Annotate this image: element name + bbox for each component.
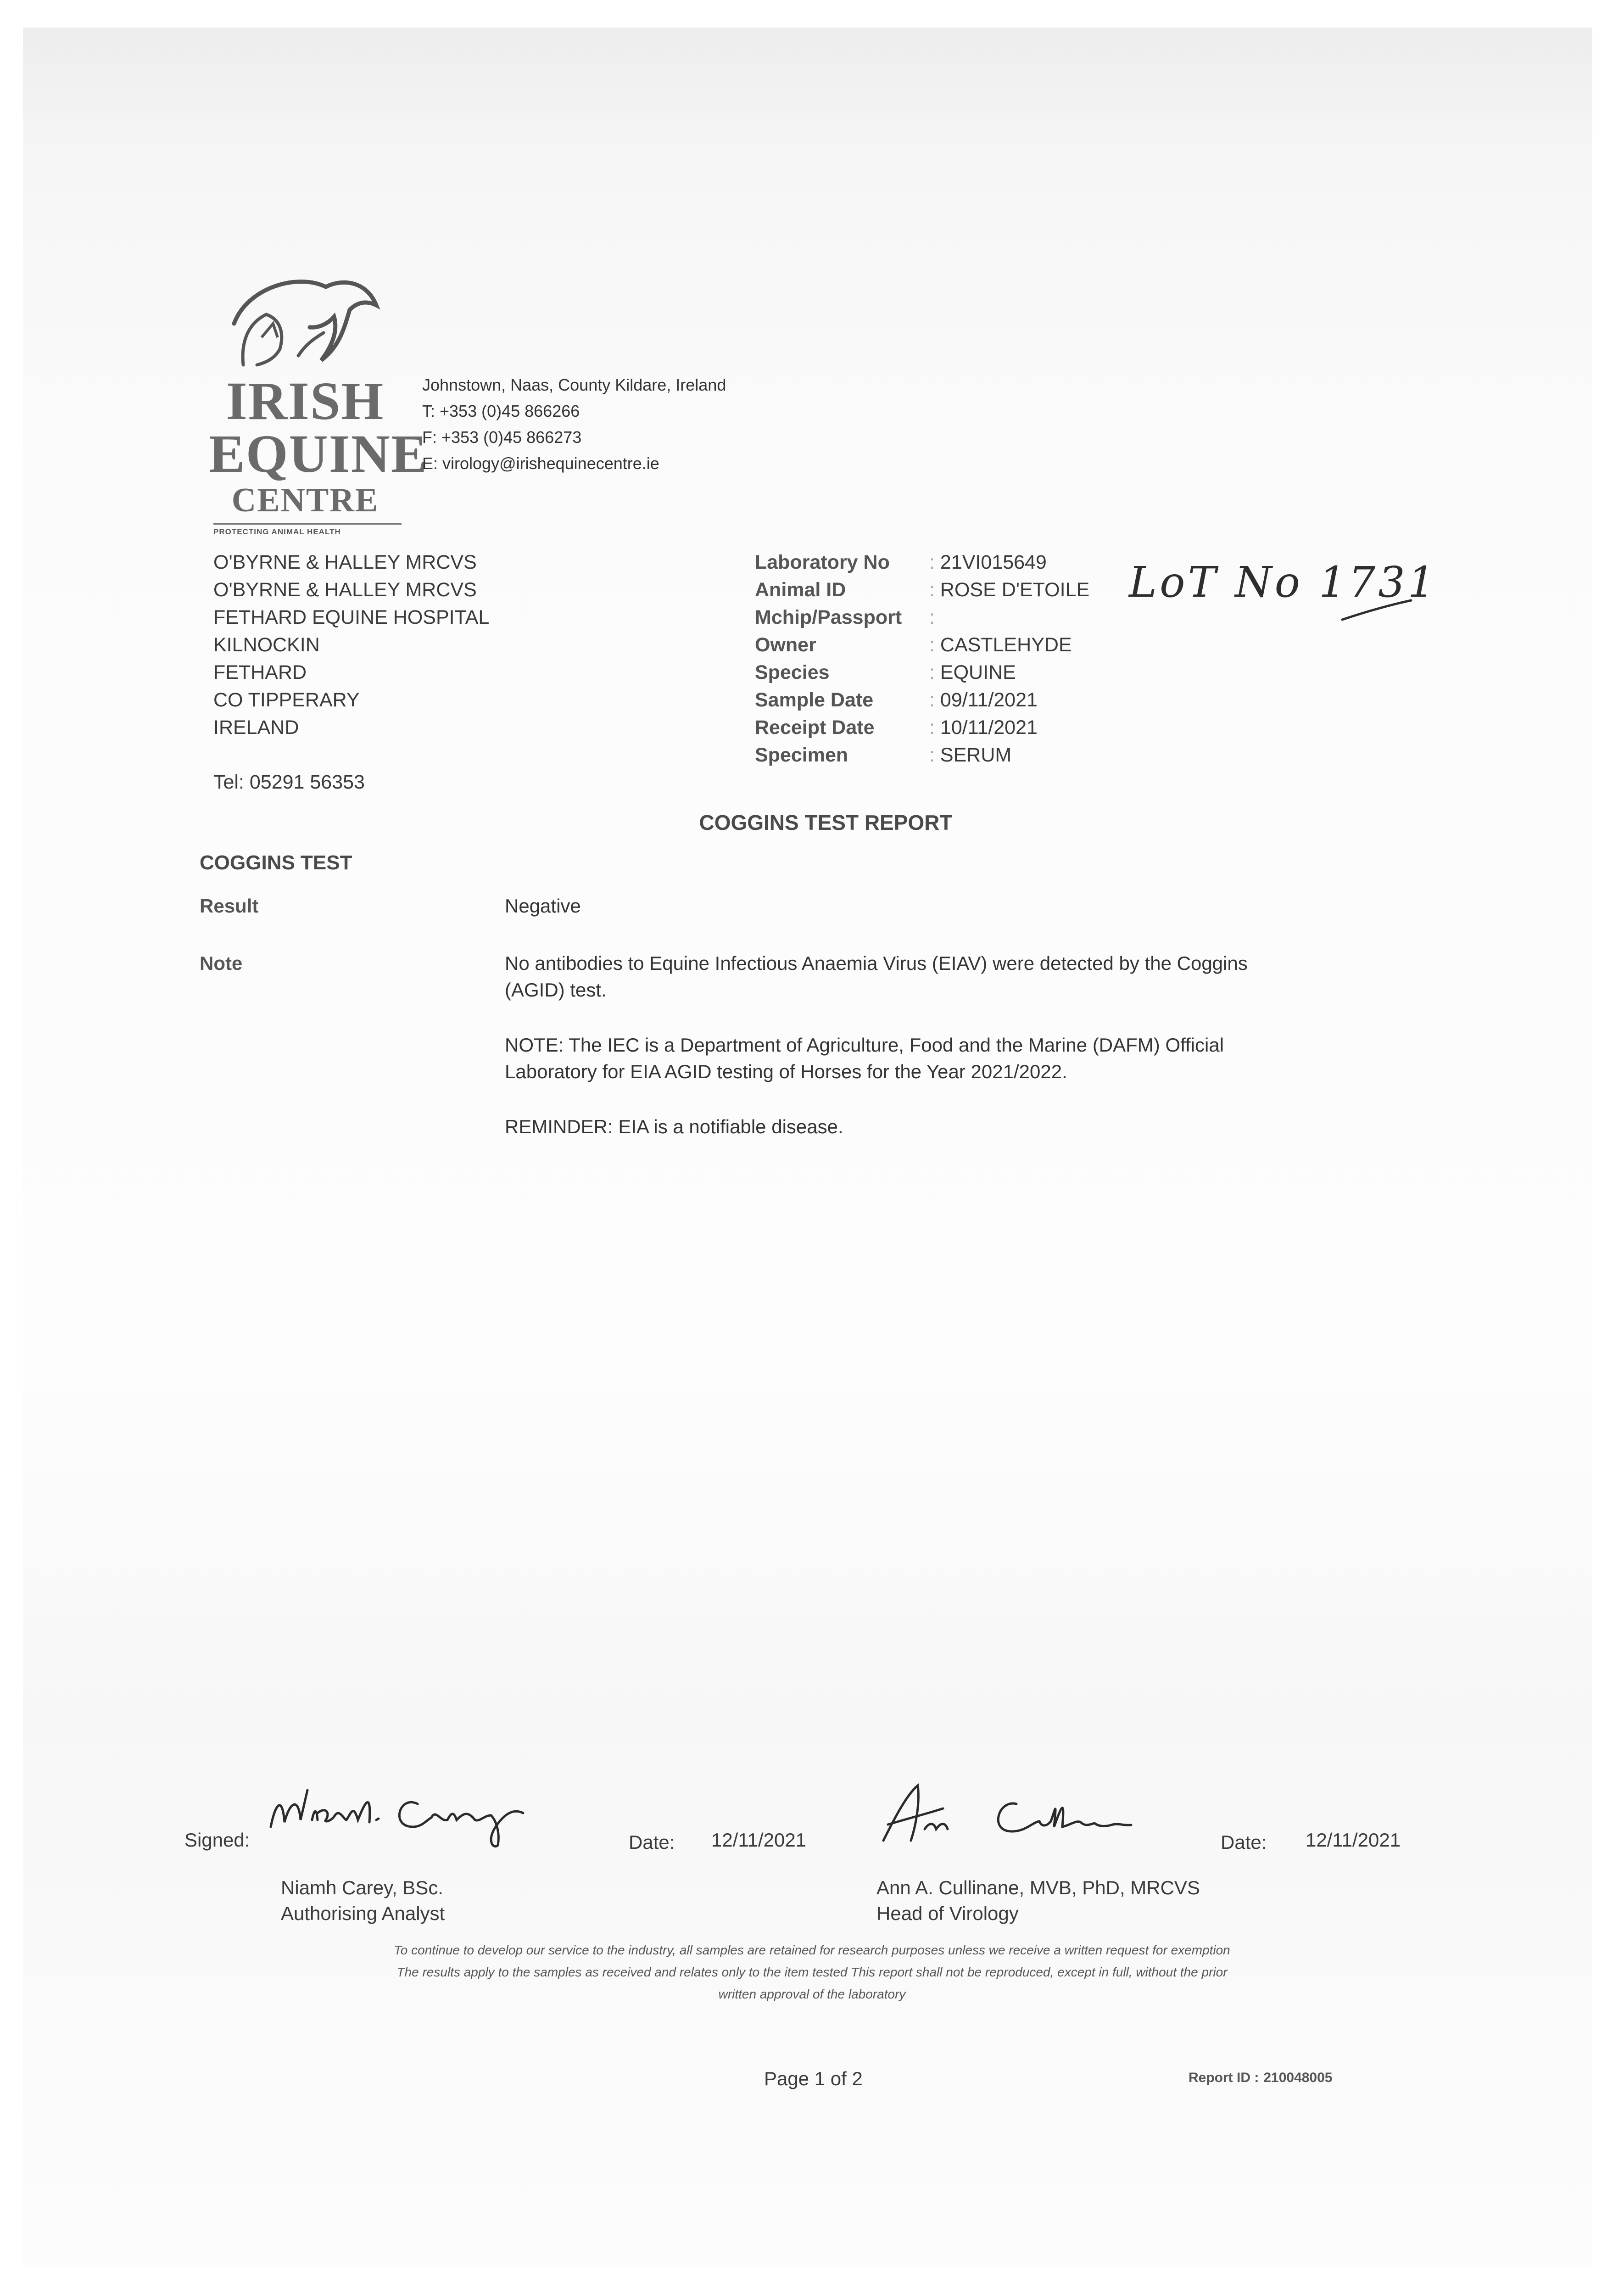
lab-phone: T: +353 (0)45 866266 — [422, 402, 580, 420]
recipient-address — [213, 549, 489, 741]
note-paragraph: NOTE: The IEC is a Department of Agriculture, Food and the Marine (DAFM) Official Laboratory for EIA AGID testing of Horses for the Year 2021/2022. — [505, 1034, 1224, 1082]
sample-label: Specimen — [755, 744, 848, 766]
note-label: Note — [200, 952, 243, 974]
logo-word-centre: CENTRE — [231, 481, 379, 519]
report-id-label: Report ID : — [1189, 2070, 1259, 2085]
disclaimer-line: To continue to develop our service to the industry, all samples are retained for research purposes unless we receive a written request for exemption — [394, 1943, 1230, 1957]
recipient-line: KILNOCKIN — [213, 634, 320, 656]
sample-label: Species — [755, 661, 830, 683]
sample-label: Owner — [755, 634, 816, 656]
note-paragraph: REMINDER: EIA is a notifiable disease. — [505, 1116, 843, 1137]
signer1-title: Authorising Analyst — [281, 1903, 445, 1924]
handwritten-underline — [1340, 597, 1413, 624]
result-value: Negative — [505, 895, 581, 917]
sample-value: : ROSE D'ETOILE — [929, 576, 1089, 604]
note-text — [505, 950, 1248, 1169]
signature-ann-cullinane — [874, 1781, 1186, 1850]
recipient-line: O'BYRNE & HALLEY MRCVS — [213, 579, 477, 601]
sample-label: Sample Date — [755, 689, 874, 711]
recipient-tel: Tel: 05291 56353 — [213, 771, 365, 793]
disclaimer-line: written approval of the laboratory — [718, 1987, 906, 2001]
horse-head-logo-icon — [229, 269, 381, 374]
sample-value: : CASTLEHYDE — [929, 631, 1072, 659]
signer2-name: Ann A. Cullinane, MVB, PhD, MRCVS — [876, 1877, 1200, 1898]
recipient-line: IRELAND — [213, 716, 299, 739]
report-id — [1189, 2070, 1333, 2086]
disclaimer — [0, 1939, 1624, 2005]
lab-address: Johnstown, Naas, County Kildare, Ireland — [422, 375, 726, 394]
signer1-block — [281, 1875, 445, 1926]
lab-fax: F: +353 (0)45 866273 — [422, 428, 582, 447]
note-paragraph: No antibodies to Equine Infectious Anaemia Virus (EIAV) were detected by the Coggins (AGID) test. — [505, 952, 1248, 1001]
sample-label: Receipt Date — [755, 716, 875, 739]
report-id-value: 210048005 — [1263, 2070, 1333, 2085]
section-title: COGGINS TEST — [200, 851, 352, 874]
sample-label: Animal ID — [755, 579, 846, 601]
date-label: Date: — [629, 1831, 675, 1853]
sample-value: : SERUM — [929, 741, 1011, 769]
report-title: COGGINS TEST REPORT — [699, 811, 953, 834]
sample-label: Laboratory No — [755, 551, 890, 573]
signature-niamh-carey — [266, 1776, 560, 1850]
signer2-date: 12/11/2021 — [1306, 1829, 1401, 1851]
lab-contact-block — [422, 372, 726, 476]
recipient-line: CO TIPPERARY — [213, 689, 360, 711]
sample-value: : 10/11/2021 — [929, 714, 1038, 741]
recipient-line: FETHARD EQUINE HOSPITAL — [213, 606, 490, 628]
recipient-line: O'BYRNE & HALLEY MRCVS — [213, 551, 477, 573]
handwritten-lot-number: LoT No 1731 — [1129, 558, 1438, 607]
disclaimer-line: The results apply to the samples as received and relates only to the item tested This report shall not be reproduced, except in full, without the prior — [396, 1965, 1228, 1979]
signer1-date: 12/11/2021 — [711, 1829, 807, 1851]
signed-label: Signed: — [184, 1829, 250, 1851]
signer2-title: Head of Virology — [876, 1903, 1019, 1924]
sample-value — [929, 604, 935, 631]
date-label: Date: — [1221, 1831, 1267, 1853]
logo-tagline: PROTECTING ANIMAL HEALTH — [213, 523, 402, 537]
signer1-name: Niamh Carey, BSc. — [281, 1877, 443, 1898]
sample-value: : 09/11/2021 — [929, 686, 1038, 714]
sample-value: : 21VI015649 — [929, 549, 1047, 576]
recipient-line: FETHARD — [213, 661, 307, 683]
logo-word-irish: IRISH — [226, 371, 385, 431]
lab-email: E: virology@irishequinecentre.ie — [422, 454, 659, 473]
result-label: Result — [200, 895, 259, 917]
page-number: Page 1 of 2 — [764, 2068, 863, 2089]
signer2-block — [876, 1875, 1200, 1926]
logo-word-equine: EQUINE — [209, 424, 428, 484]
irish-equine-centre-logo — [209, 269, 428, 536]
sample-value: : EQUINE — [929, 659, 1016, 686]
sample-label: Mchip/Passport — [755, 606, 902, 628]
